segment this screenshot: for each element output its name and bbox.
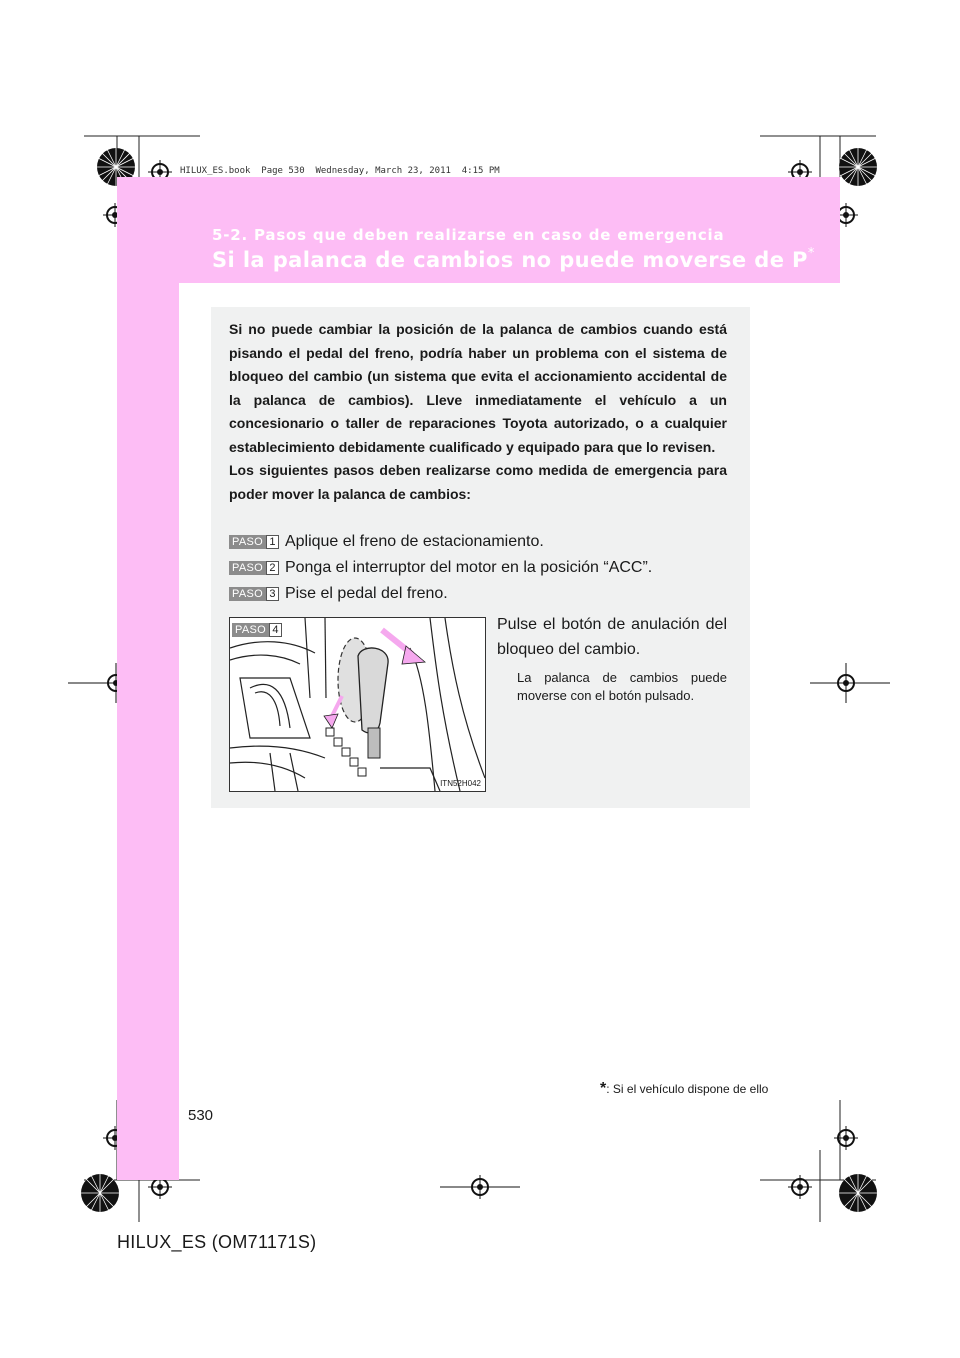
- step-badge: PASO 4: [232, 620, 288, 638]
- book-info: HILUX_ES.book Page 530 Wednesday, March 23, 2011 4:15 PM: [180, 166, 500, 176]
- registration-target-icon: [80, 1173, 120, 1213]
- crosshair-mark-icon: [810, 663, 890, 703]
- document-code: HILUX_ES (OM71171S): [117, 1232, 317, 1252]
- step-2: [229, 559, 652, 577]
- shift-lever-illustration: [230, 618, 485, 791]
- step-1: [229, 533, 544, 551]
- intro-text: [229, 318, 727, 506]
- registration-target-icon: [838, 1173, 878, 1213]
- page-title-text: Si la palanca de cambios no puede moverse de P: [212, 248, 808, 272]
- side-color-bar: [117, 177, 179, 1180]
- footnote-text: : Si el vehículo dispone de ello: [606, 1082, 769, 1096]
- page-title: [212, 248, 815, 272]
- crosshair-mark-icon: [834, 1126, 858, 1150]
- step-text: Ponga el interruptor del motor en la posición “ACC”.: [284, 559, 653, 576]
- footnote-asterisk: *: [600, 1080, 607, 1097]
- intro-paragraph: Los siguientes pasos deben realizarse como medida de emergencia para poder mover la palanca de cambios:: [229, 462, 727, 502]
- step-badge: PASO 3: [229, 587, 279, 601]
- step-3: [229, 585, 448, 603]
- figure-code: ITN52H042: [440, 779, 481, 788]
- step-4-text: Pulse el botón de anulación del bloqueo del cambio.: [497, 616, 727, 658]
- step-4-note: La palanca de cambios puede moverse con el botón pulsado.: [517, 670, 727, 703]
- section-label: 5-2. Pasos que deben realizarse en caso de emergencia: [212, 226, 725, 244]
- intro-paragraph: Si no puede cambiar la posición de la palanca de cambios cuando está pisando el pedal del freno, podría haber un problema con el sistema de bloqueo del cambio (un sistema que evita el accionamiento accidental de la palanca de cambios). Lleve inmediatamente el vehículo a un concesionario o taller de reparaciones Toyota autorizado, o a cualquier establecimiento debidamente cualificado y equipado para que lo revisen.: [229, 321, 727, 455]
- registration-target-icon: [838, 147, 878, 187]
- step-badge: PASO 1: [229, 535, 279, 549]
- crosshair-mark-icon: [440, 1175, 520, 1199]
- step-text: Pise el pedal del freno.: [284, 585, 448, 602]
- step-badge: PASO 2: [229, 561, 279, 575]
- footnote: [600, 1080, 768, 1098]
- shift-lever-figure: [229, 617, 486, 792]
- title-footnote-mark: *: [807, 246, 815, 261]
- page-number: 530: [188, 1107, 214, 1124]
- crosshair-mark-icon: [788, 1175, 812, 1199]
- step-text: Aplique el freno de estacionamiento.: [284, 533, 544, 550]
